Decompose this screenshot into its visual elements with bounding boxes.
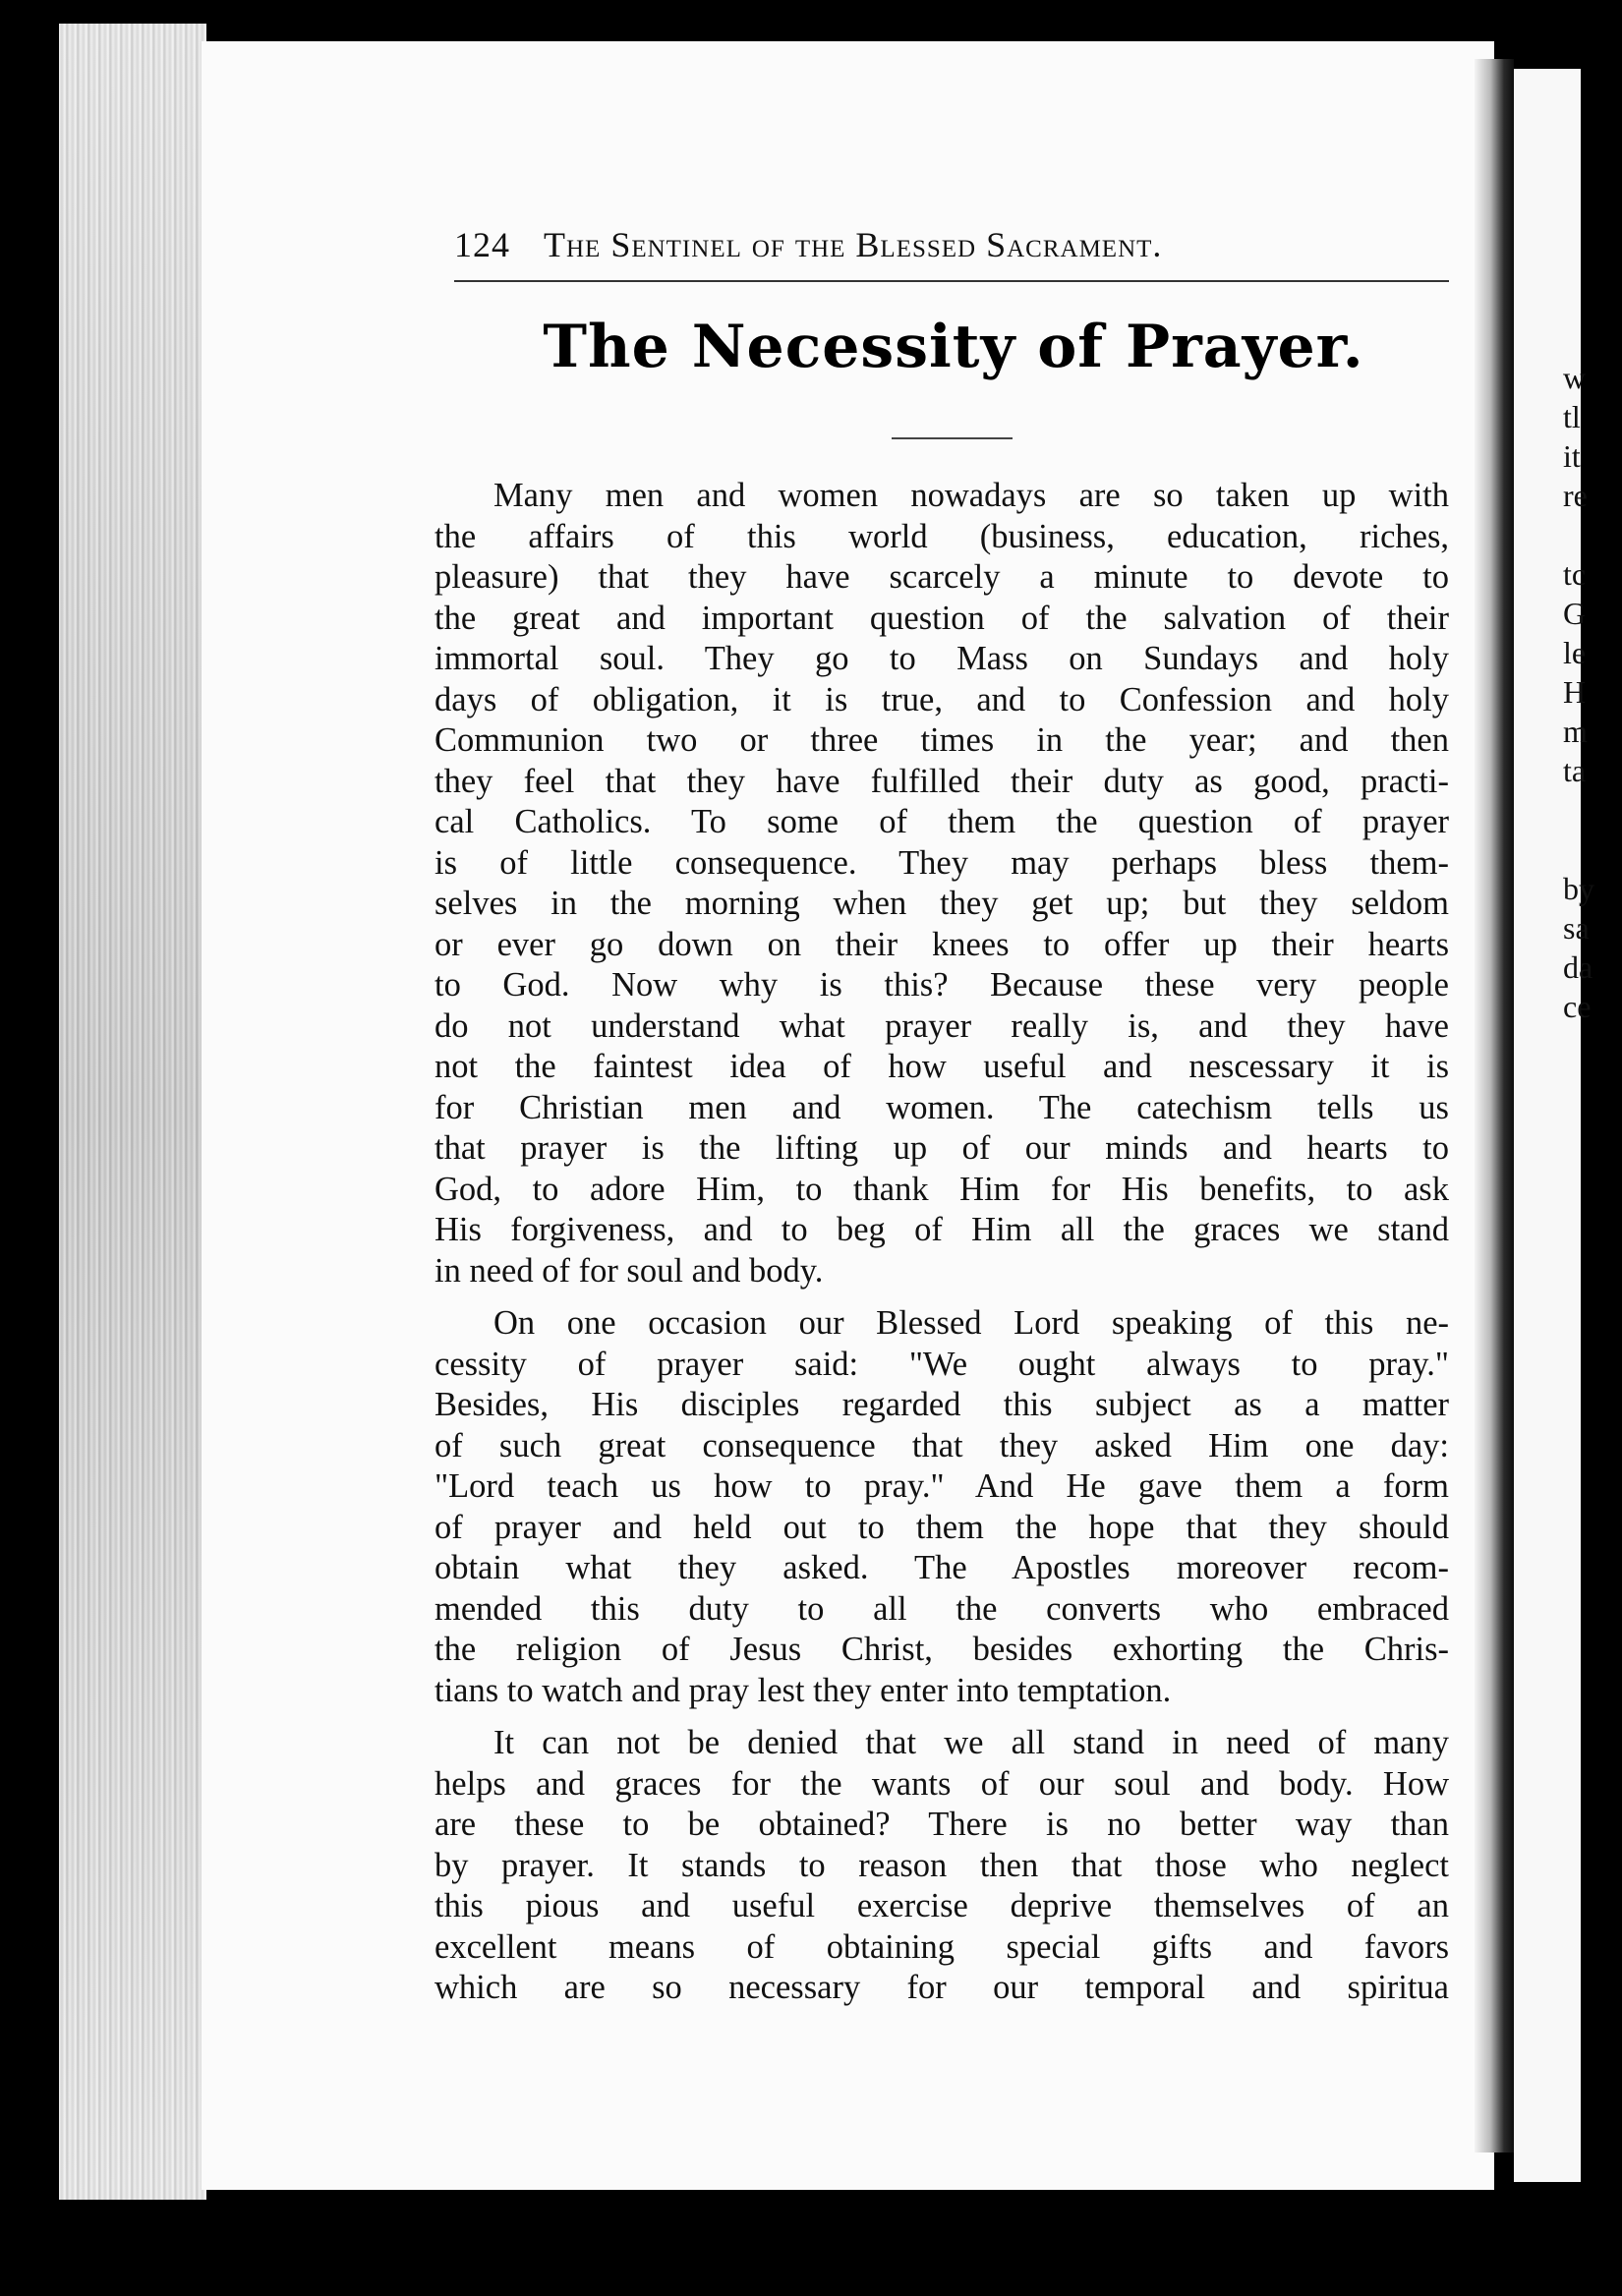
running-header [454, 224, 1447, 265]
facing-page-fragment: by [1563, 871, 1594, 906]
paragraph [434, 476, 1449, 1292]
facing-page-fragment: ta [1563, 753, 1587, 788]
book-gutter [1475, 59, 1514, 2152]
facing-page-fragment [1563, 515, 1622, 554]
text-line: the affairs of this world (business, education, riches, [434, 517, 1449, 555]
facing-page-fragment: tc [1563, 556, 1587, 592]
facing-page-fragment [1563, 830, 1622, 869]
text-line: tians to watch and pray lest they enter into temptation. [434, 1671, 1172, 1709]
text-line: helps and graces for the wants of our soul and body. How [434, 1764, 1449, 1803]
text-line: the religion of Jesus Christ, besides exhorting the Chris- [434, 1631, 1449, 1668]
text-line: mended this duty to all the converts who embraced [434, 1589, 1449, 1628]
text-line: is of little consequence. They may perhaps bless them- [434, 843, 1449, 882]
facing-page-fragment: G [1563, 596, 1587, 631]
text-line: of prayer and held out to them the hope that they should [434, 1508, 1449, 1546]
facing-page-text [1563, 358, 1622, 1026]
text-line: God, to adore Him, to thank Him for His benefits, to ask [434, 1170, 1449, 1208]
page-number: 124 [454, 225, 510, 264]
text-line: immortal soul. They go to Mass on Sundays and holy [434, 640, 1449, 677]
text-line: excellent means of obtaining special gifts and favors [434, 1927, 1449, 1966]
facing-page-fragment: re [1563, 478, 1588, 513]
text-line: to God. Now why is this? Because these very people [434, 966, 1449, 1004]
text-line: "Lord teach us how to pray." And He gave them a form [434, 1467, 1449, 1505]
text-line: pleasure) that they have scarcely a minute to devote to [434, 558, 1449, 596]
text-line: for Christian men and women. The catechism tells us [434, 1088, 1449, 1126]
facing-page-fragment: le [1563, 635, 1587, 670]
text-line: which are so necessary for our temporal and spiritua [434, 1969, 1449, 2006]
facing-page-fragment: sa [1563, 910, 1590, 946]
paragraph [434, 1723, 1449, 2009]
text-line: Many men and women nowadays are so taken up with [493, 477, 1449, 514]
article-title: The Necessity of Prayer. [543, 313, 1364, 381]
text-line: in need of for soul and body. [434, 1251, 824, 1290]
text-line: that prayer is the lifting up of our minds and hearts to [434, 1129, 1449, 1167]
facing-page-fragment: ce [1563, 989, 1592, 1024]
text-line: or ever go down on their knees to offer up their hearts [434, 925, 1449, 963]
facing-page-fragment: da [1563, 949, 1593, 985]
text-line: obtain what they asked. The Apostles moreover recom- [434, 1549, 1449, 1586]
text-line: do not understand what prayer really is, and they have [434, 1006, 1449, 1045]
facing-page-fragment: w [1563, 360, 1587, 395]
title-divider [892, 437, 1013, 439]
text-line: not the faintest idea of how useful and nescessary it is [434, 1048, 1449, 1085]
text-line: cal Catholics. To some of them the question of prayer [434, 803, 1449, 840]
facing-page-fragment: H [1563, 674, 1587, 710]
article-body [434, 476, 1449, 2021]
text-line: by prayer. It stands to reason then that those who neglect [434, 1846, 1449, 1884]
text-line: Besides, His disciples regarded this subject as a matter [434, 1386, 1449, 1423]
text-line: On one occasion our Blessed Lord speaking of this ne- [493, 1304, 1449, 1342]
text-line: days of obligation, it is true, and to Confession and holy [434, 680, 1449, 718]
header-rule [454, 280, 1449, 282]
text-line: Communion two or three times in the year; and then [434, 721, 1449, 759]
text-line: are these to be obtained? There is no better way than [434, 1806, 1449, 1843]
paragraph [434, 1303, 1449, 1711]
facing-page-fragment: tl [1563, 399, 1581, 434]
text-line: they feel that they have fulfilled their duty as good, practi- [434, 762, 1449, 800]
facing-page-fragment [1563, 790, 1622, 830]
text-line: selves in the morning when they get up; but they seldom [434, 885, 1449, 922]
text-line: It can not be denied that we all stand in need of many [493, 1724, 1449, 1761]
running-title: The Sentinel of the Blessed Sacrament. [544, 225, 1163, 264]
text-line: cessity of prayer said: "We ought always to pray." [434, 1345, 1449, 1383]
text-line: of such great consequence that they asked Him one day: [434, 1426, 1449, 1464]
facing-page-fragment: m [1563, 714, 1588, 749]
page-edges [59, 24, 206, 2200]
text-line: His forgiveness, and to beg of Him all the graces we stand [434, 1211, 1449, 1248]
text-line: this pious and useful exercise deprive themselves of an [434, 1887, 1449, 1924]
text-line: the great and important question of the salvation of their [434, 599, 1449, 637]
facing-page-fragment: it [1563, 438, 1581, 474]
